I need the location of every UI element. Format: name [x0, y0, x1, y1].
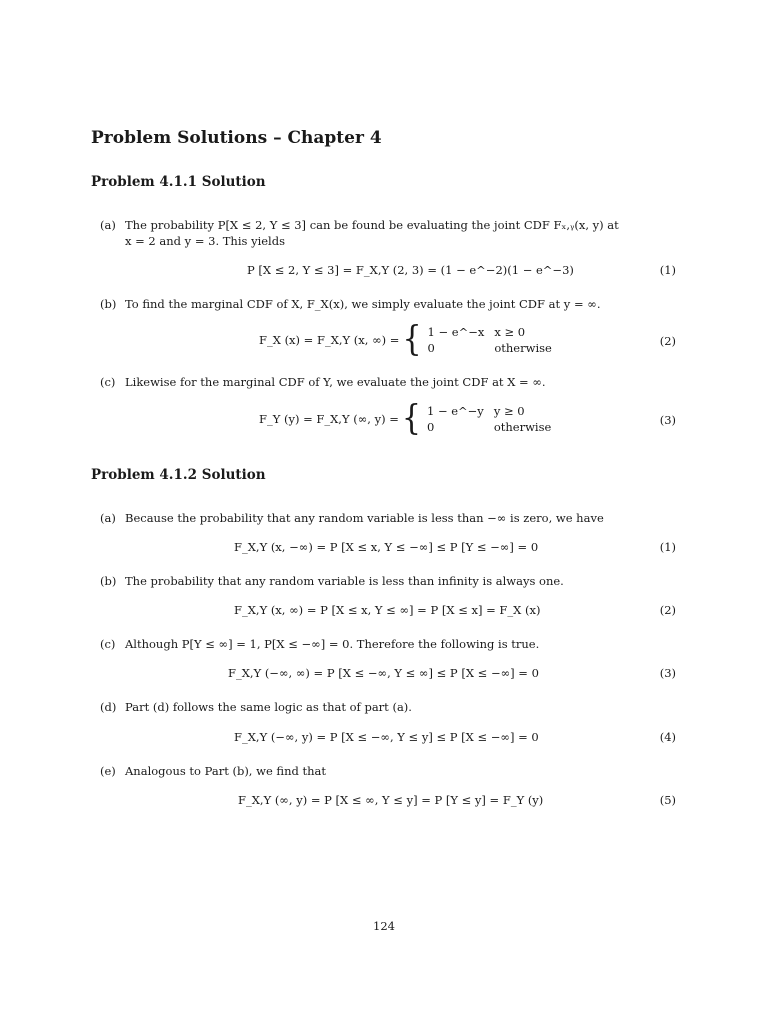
case-row	[428, 340, 562, 356]
part-c-label: (c)	[100, 375, 116, 389]
problem-4-1-1-equation-3-number: (3)	[659, 413, 676, 427]
part-b-line1: The probability that any random variable is less than infinity is always one.	[125, 574, 564, 588]
part-a-label: (a)	[100, 511, 116, 525]
case-row	[428, 324, 562, 340]
equation-3-lhs: F_Y (y) = F_X,Y (∞, y) =	[259, 412, 399, 426]
problem-4-1-2-equation-1-number: (1)	[659, 540, 676, 554]
problem-4-1-2-part-c-text	[100, 636, 677, 652]
problem-4-1-2-equation-3: F_X,Y (−∞, ∞) = P [X ≤ −∞, Y ≤ ∞] ≤ P [X ≤ −∞] = 0	[228, 666, 539, 680]
chapter-title: Problem Solutions – Chapter 4	[91, 128, 382, 148]
part-c-line1: Likewise for the marginal CDF of Y, we evaluate the joint CDF at X = ∞.	[125, 375, 546, 389]
problem-4-1-2-title: Problem 4.1.2 Solution	[91, 467, 266, 483]
part-b-label: (b)	[100, 574, 117, 588]
problem-4-1-2-part-b-text	[100, 573, 677, 589]
part-e-line1: Analogous to Part (b), we find that	[125, 764, 327, 778]
part-d-label: (d)	[100, 700, 117, 714]
part-b-label: (b)	[100, 297, 117, 311]
problem-4-1-2-equation-5: F_X,Y (∞, y) = P [X ≤ ∞, Y ≤ y] = P [Y ≤ y] = F_Y (y)	[238, 793, 544, 807]
problem-4-1-1-part-a-text-cont: x = 2 and y = 3. This yields	[125, 234, 285, 248]
problem-4-1-2-equation-4: F_X,Y (−∞, y) = P [X ≤ −∞, Y ≤ y] ≤ P [X ≤ −∞] = 0	[234, 730, 539, 744]
problem-4-1-1-title: Problem 4.1.1 Solution	[91, 174, 266, 190]
problem-4-1-2-part-a-text	[100, 510, 677, 526]
page-number: 124	[373, 919, 395, 933]
problem-4-1-2-equation-5-number: (5)	[659, 793, 676, 807]
case-expression: 0	[426, 420, 435, 434]
brace-symbol: {	[402, 319, 422, 360]
part-a-line1: The probability P[X ≤ 2, Y ≤ 3] can be found be evaluating the joint CDF Fₓ,ᵧ(x, y) at	[125, 218, 619, 232]
problem-4-1-2-equation-4-number: (4)	[659, 730, 676, 744]
part-b-line1: To find the marginal CDF of X, F_X(x), we simply evaluate the joint CDF at y = ∞.	[125, 297, 601, 311]
problem-4-1-2-equation-3-number: (3)	[659, 666, 676, 680]
problem-4-1-1-equation-2	[259, 319, 562, 360]
case-expression: 1 − e^−x	[427, 325, 485, 339]
brace-symbol: {	[401, 398, 421, 439]
part-c-label: (c)	[100, 637, 116, 651]
case-expression: 0	[427, 341, 435, 355]
problem-4-1-1-part-b-text	[100, 296, 677, 312]
case-condition: y ≥ 0	[493, 404, 525, 418]
piecewise-cases	[428, 324, 562, 356]
part-a-label: (a)	[100, 218, 116, 232]
problem-4-1-2-part-d-text	[100, 699, 677, 715]
part-c-line1: Although P[Y ≤ ∞] = 1, P[X ≤ −∞] = 0. Therefore the following is true.	[125, 637, 540, 651]
problem-4-1-2-equation-2-number: (2)	[659, 603, 676, 617]
problem-4-1-2-equation-2: F_X,Y (x, ∞) = P [X ≤ x, Y ≤ ∞] = P [X ≤ x] = F_X (x)	[234, 603, 541, 617]
case-condition: otherwise	[494, 341, 552, 355]
case-row	[427, 419, 561, 435]
case-condition: otherwise	[493, 420, 552, 434]
part-e-label: (e)	[100, 764, 116, 778]
problem-4-1-2-equation-1: F_X,Y (x, −∞) = P [X ≤ x, Y ≤ −∞] ≤ P [Y ≤ −∞] = 0	[234, 540, 539, 554]
problem-4-1-1-equation-1: P [X ≤ 2, Y ≤ 3] = F_X,Y (2, 3) = (1 − e^−2)(1 − e^−3)	[247, 263, 574, 277]
part-a-line1: Because the probability that any random variable is less than −∞ is zero, we have	[125, 511, 604, 525]
part-d-line1: Part (d) follows the same logic as that of part (a).	[125, 700, 412, 714]
problem-4-1-2-part-e-text	[100, 763, 677, 779]
case-condition: x ≥ 0	[494, 325, 526, 339]
problem-4-1-1-part-c-text	[100, 374, 677, 390]
problem-4-1-1-equation-1-number: (1)	[659, 263, 676, 277]
problem-4-1-1-part-a-text	[100, 217, 677, 233]
case-row	[427, 403, 561, 419]
case-expression: 1 − e^−y	[426, 404, 484, 418]
equation-2-lhs: F_X (x) = F_X,Y (x, ∞) =	[259, 333, 400, 347]
problem-4-1-1-equation-2-number: (2)	[659, 334, 676, 348]
piecewise-cases	[427, 403, 561, 435]
problem-4-1-1-equation-3	[259, 398, 561, 439]
